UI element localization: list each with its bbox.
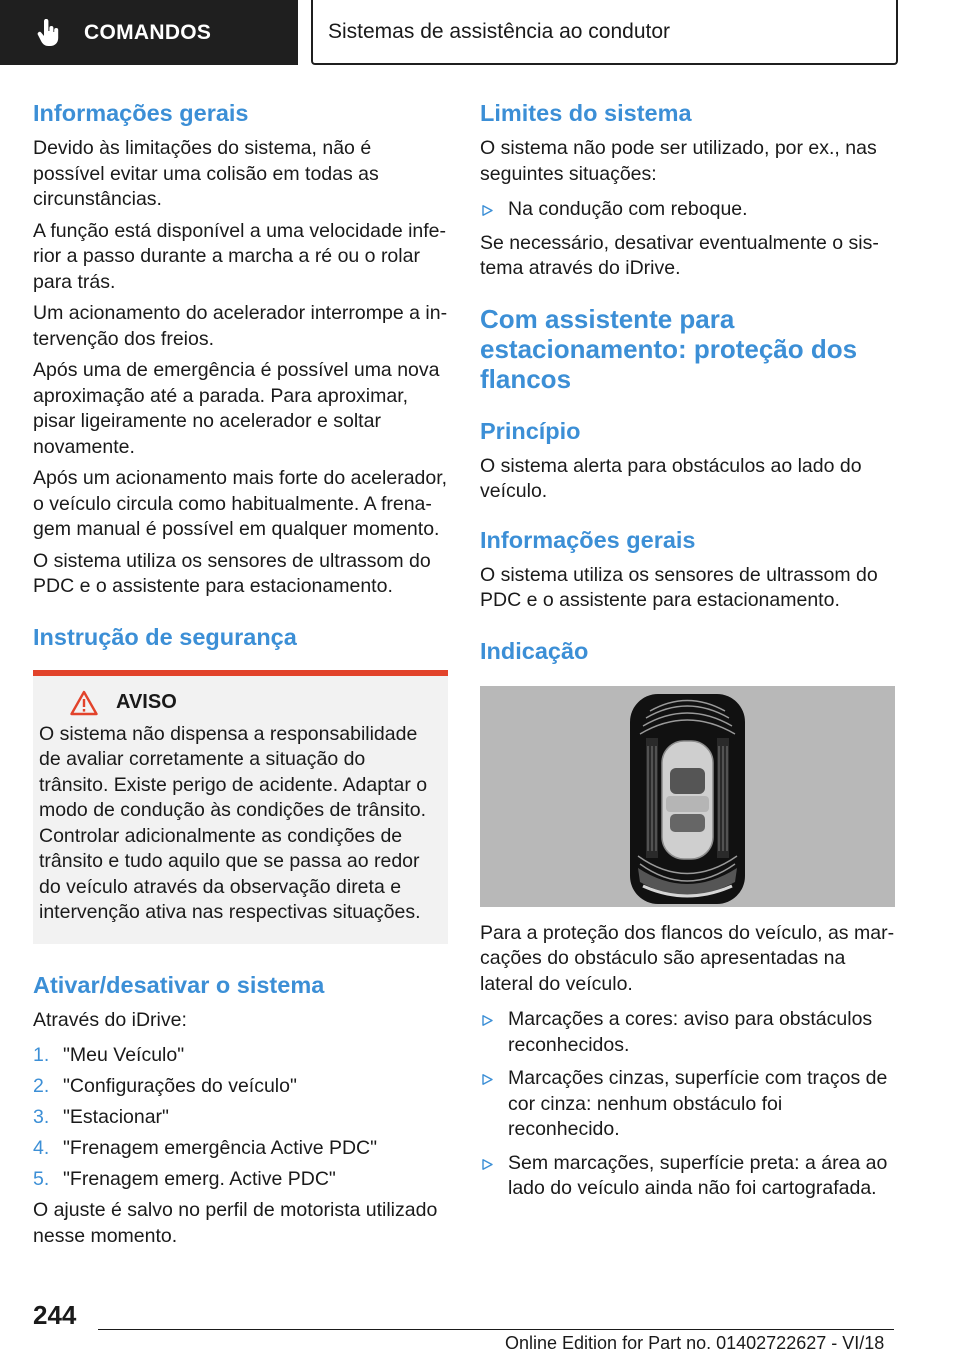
section-heading-limits: Limites do sistema [480, 100, 692, 126]
bullet-marker [480, 1066, 508, 1143]
step-number: 4. [33, 1137, 50, 1159]
section-heading-indication: Indicação [480, 637, 589, 664]
step-number: 5. [33, 1168, 50, 1190]
list-item [33, 1105, 448, 1131]
warning-title-row [39, 690, 438, 716]
page-number: 244 [33, 1300, 77, 1330]
list-item [33, 1074, 448, 1100]
list-item [480, 1007, 895, 1058]
paragraph: O ajuste é salvo no perfil de motorista utilizado nesse momento. [33, 1199, 438, 1247]
chapter-tab-label: COMANDOS [84, 20, 212, 44]
warning-triangle-icon [70, 690, 98, 716]
list-item [480, 1151, 895, 1202]
paragraph: Devido às limitações do sistema, não é possível evitar uma colisão em todas as circunstâncias. [33, 137, 379, 210]
bullet-marker [480, 1151, 508, 1202]
section-heading-flank-protection: Com assistente para estacionamento: proteção dos flancos [480, 303, 858, 394]
paragraph: O sistema não pode ser utilizado, por ex., nas seguintes situações: [480, 137, 877, 185]
triangle-right-icon [482, 1015, 493, 1026]
hand-pointer-icon [36, 19, 62, 47]
steps-list [33, 1043, 448, 1193]
left-column [33, 98, 448, 1249]
step-text: "Estacionar" [63, 1106, 169, 1128]
step-text: "Meu Veículo" [63, 1044, 185, 1066]
paragraph: Após uma de emergência é possível uma nova aproximação até a parada. Para aproximar, pisar ligeiramente no acelerador e soltar novamente. [33, 359, 440, 458]
step-number: 3. [33, 1106, 50, 1128]
bullet-text: Sem marcações, superfície preta: a área ao lado do veículo ainda não foi cartografada. [508, 1151, 888, 1199]
list-item [480, 197, 895, 223]
paragraph: Após um acionamento mais forte do acelerador, o veículo circula como habitualmente. A frenagem manual é possível em qualquer momento. [33, 467, 448, 540]
step-number: 2. [33, 1075, 50, 1097]
paragraph: Um acionamento do acelerador interrompe a intervenção dos freios. [33, 302, 448, 350]
paragraph: Para a proteção dos flancos do veículo, as marcações do obstáculo são apresentadas na lateral do veículo. [480, 921, 895, 995]
section-heading-activate: Ativar/desativar o sistema [33, 971, 325, 998]
step-text: "Frenagem emergência Active PDC" [63, 1137, 378, 1159]
paragraph: O sistema utiliza os sensores de ultrassom do PDC e o assistente para estacionamento. [480, 563, 878, 611]
paragraph: O sistema utiliza os sensores de ultrassom do PDC e o assistente para estacionamento. [33, 549, 431, 597]
side-protection-display-image [480, 686, 895, 907]
section-heading-general-info: Informações gerais [33, 100, 249, 126]
bullet-marker [480, 197, 508, 223]
step-text: "Frenagem emerg. Active PDC" [63, 1168, 336, 1190]
list-item [33, 1167, 448, 1193]
step-number: 1. [33, 1044, 50, 1066]
right-column [480, 98, 895, 1210]
triangle-right-icon [482, 1159, 493, 1170]
paragraph: O sistema alerta para obstáculos ao lado do veículo. [480, 454, 862, 502]
paragraph: Se necessário, desativar eventualmente o sistema através do iDrive. [480, 231, 879, 279]
chapter-tab [0, 0, 298, 65]
footer-divider [98, 1329, 894, 1330]
warning-title: AVISO [116, 691, 177, 713]
bullet-text: Na condução com reboque. [508, 198, 748, 220]
section-heading-safety: Instrução de segurança [33, 623, 297, 650]
bullet-text: Marcações a cores: aviso para obstáculos reconhecidos. [508, 1008, 873, 1056]
warning-box [33, 670, 448, 944]
limits-list [480, 197, 895, 223]
indication-list [480, 1007, 895, 1202]
warning-text: O sistema não dispensa a responsabilidade de avaliar corretamente a situação do trânsito. Existe perigo de acidente. Adaptar o modo de condução às condições de trânsito. Controlar adicionalmente as condições de trânsito e tudo aquilo que se passa ao redor do veículo através da observação direta e intervenção ativa nas respectivas situações. [39, 722, 428, 923]
section-heading-general-info-2: Informações gerais [480, 526, 696, 553]
section-heading-principle: Princípio [480, 417, 581, 444]
car-top-view-illustration [480, 686, 895, 907]
list-item [33, 1043, 448, 1069]
list-item [33, 1136, 448, 1162]
paragraph: Através do iDrive: [33, 1008, 187, 1031]
list-item [480, 1066, 895, 1143]
bullet-marker [480, 1007, 508, 1058]
footer-edition: Online Edition for Part no. 01402722627 - VI/18 [505, 1333, 885, 1353]
triangle-right-icon [482, 205, 493, 216]
chapter-title: Sistemas de assistência ao condutor [328, 19, 671, 43]
triangle-right-icon [482, 1074, 493, 1085]
chapter-header [311, 0, 898, 65]
paragraph: A função está disponível a uma velocidade inferior a passo durante a marcha a ré ou o rolar para trás. [33, 219, 447, 293]
step-text: "Configurações do veículo" [63, 1075, 297, 1097]
bullet-text: Marcações cinzas, superfície com traços de cor cinza: nenhum obstáculo foi reconhecido. [508, 1067, 888, 1140]
